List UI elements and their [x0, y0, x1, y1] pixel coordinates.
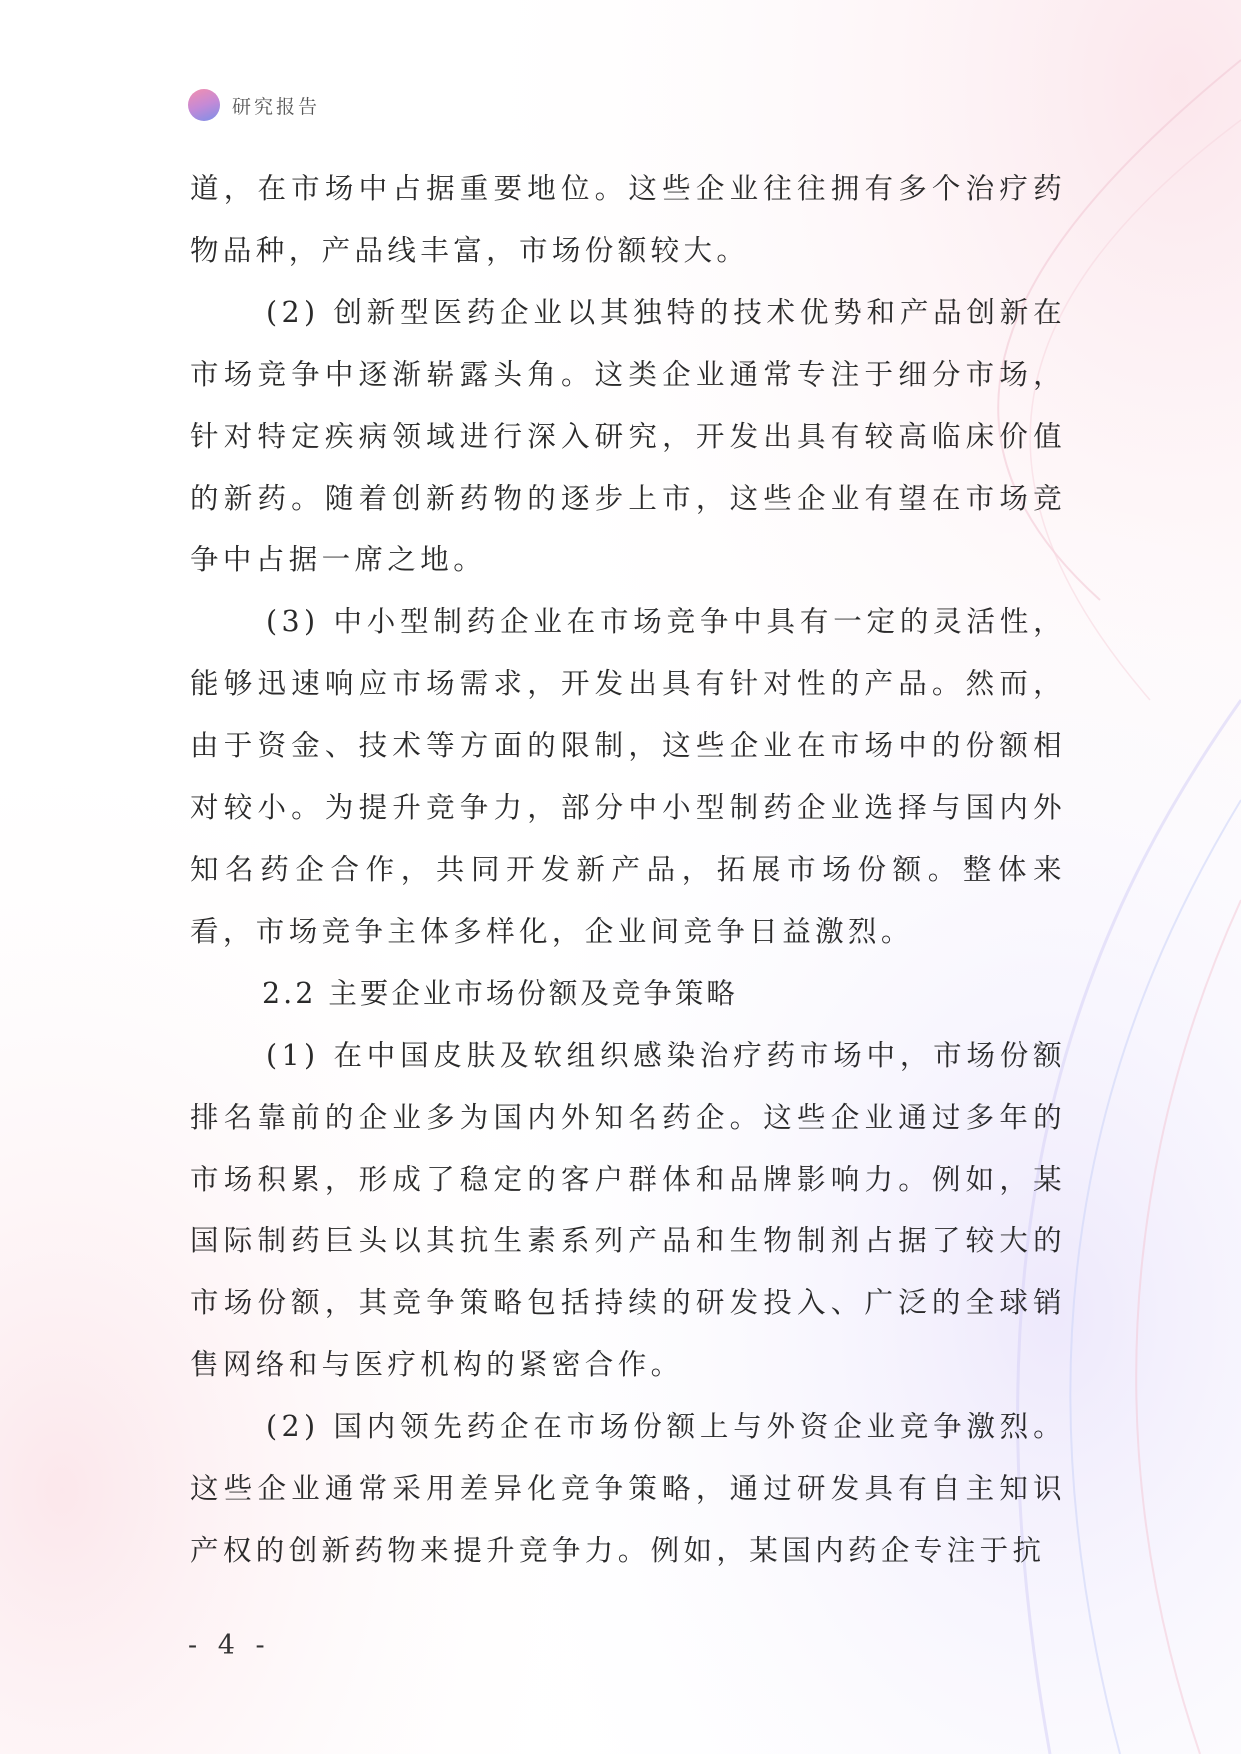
logo-circle-icon [188, 89, 220, 121]
section-paragraph-2: (2) 国内领先药企在市场份额上与外资企业竞争激烈。这些企业通常采用差异化竞争策略，通过研发具有自主知识产权的创新药物来提升竞争力。例如，某国内药企专注于抗 [190, 1410, 1066, 1567]
report-header [188, 88, 320, 122]
paragraph-continuation: 道，在市场中占据重要地位。这些企业往往拥有多个治疗药物品种，产品线丰富，市场份额较大。 [190, 172, 1066, 267]
page-number: - 4 - [188, 1630, 271, 1661]
paragraph-item-2: (2) 创新型医药企业以其独特的技术优势和产品创新在市场竞争中逐渐崭露头角。这类企业通常专注于细分市场，针对特定疾病领域进行深入研究，开发出具有较高临床价值的新药。随着创新药物的逐步上市，这些企业有望在市场竞争中占据一席之地。 [190, 295, 1066, 577]
paragraph-item-3: (3) 中小型制药企业在市场竞争中具有一定的灵活性，能够迅速响应市场需求，开发出具有针对性的产品。然而，由于资金、技术等方面的限制，这些企业在市场中的份额相对较小。为提升竞争力，部分中小型制药企业选择与国内外知名药企合作，共同开发新产品，拓展市场份额。整体来看，市场竞争主体多样化，企业间竞争日益激烈。 [190, 605, 1066, 948]
document-body [190, 158, 1066, 1582]
section-paragraph-1: (1) 在中国皮肤及软组织感染治疗药市场中，市场份额排名靠前的企业多为国内外知名药企。这些企业通过多年的市场积累，形成了稳定的客户群体和品牌影响力。例如，某国际制药巨头以其抗生素系列产品和生物制剂占据了较大的市场份额，其竞争策略包括持续的研发投入、广泛的全球销售网络和与医疗机构的紧密合作。 [190, 1038, 1066, 1382]
header-title: 研究报告 [232, 95, 321, 118]
section-heading: 2.2 主要企业市场份额及竞争策略 [262, 976, 738, 1010]
